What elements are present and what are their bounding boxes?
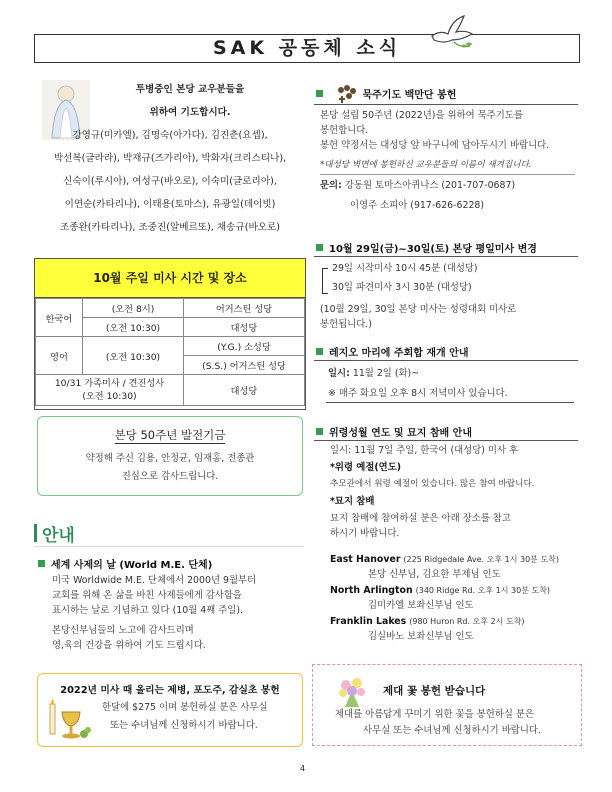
divider	[326, 402, 574, 403]
mass-place: 어거스틴 성당	[184, 299, 305, 318]
cemetery-site	[330, 552, 559, 568]
prayer-names: 조종완(카타리나), 조중진(알베르또), 채송규(바오로)	[59, 222, 280, 233]
rosary-contact	[320, 178, 515, 194]
prayer-names: 이연순(카타리나), 이태용(토마스), 유광일(데이빗)	[64, 199, 276, 210]
altar-flower-box	[312, 664, 582, 746]
bullet-icon	[316, 348, 323, 355]
memorial-text: 추모관에서 위령 예절이 있습니다. 많은 참여 바랍니다.	[330, 479, 535, 489]
site-leader: 본당 신부님, 김요한 부제님 인도	[368, 569, 501, 580]
flower-title: 제대 꽃 봉헌 받습니다	[383, 685, 486, 697]
worldme-text: 본당신부님들의 노고에 감사드리며	[52, 625, 194, 636]
offering-text: 한달에 $275 이며 봉헌하실 분은 사무실	[102, 702, 268, 713]
flower-text: 제대를 아름답게 꾸미기 위한 꽃을 봉헌하실 분은	[335, 709, 535, 720]
prayer-title: 투병중인 본당 교우분들을	[135, 84, 245, 95]
mass-place: (Y.G.) 소성당	[184, 337, 305, 356]
dove-icon	[426, 10, 476, 54]
divider	[314, 256, 578, 257]
rosary-note: *대성당 벽면에 봉헌하신 교우분들의 이름이 새겨집니다.	[320, 160, 532, 170]
weekday-text: 29일 시작미사 10시 45분 (대성당)	[332, 263, 478, 274]
fund-box	[37, 416, 303, 496]
bullet-icon	[316, 244, 323, 251]
prayer-names: 박선복(글라라), 박재규(즈가리아), 박화자(크리스티나),	[53, 153, 287, 164]
site-name: Franklin Lakes	[330, 616, 407, 627]
worldme-text: 미국 Worldwide M.E. 단체에서 2000년 9월부터	[52, 575, 257, 586]
prayer-names: 신숙이(루시아), 여성구(바오로), 이숙미(글로리아),	[63, 176, 277, 187]
contact-label: 문의:	[320, 180, 342, 191]
family-mass-time: (오전 10:30)	[82, 391, 137, 402]
mass-schedule-title: 10월 주일 미사 시간 및 장소	[35, 259, 305, 298]
family-mass	[36, 375, 184, 406]
fund-text: 진심으로 감사드립니다.	[121, 471, 219, 482]
prayer-title: 위하여 기도합시다.	[149, 107, 231, 118]
mass-place: 대성당	[184, 375, 305, 406]
mass-time: (오전 10:30)	[83, 337, 184, 375]
mass-place: 대성당	[184, 318, 305, 337]
page-title: SAK 공동체 소식	[34, 34, 580, 63]
flower-icon	[335, 673, 369, 709]
worldme-text: 영,육의 건강을 위하여 기도 드립시다.	[52, 640, 206, 651]
page-number: 4	[300, 764, 306, 773]
prayer-names: 강영규(미카엘), 김명숙(아가다), 김진춘(요셉),	[72, 130, 268, 141]
site-leader: 김실바노 보좌신부님 인도	[368, 631, 474, 642]
site-detail: (980 Huron Rd. 오후 2시 도착)	[409, 617, 525, 626]
worldme-text: 표시하는 날로 기념하고 있다 (10월 4째 주일).	[52, 605, 243, 616]
legio-date	[328, 366, 419, 382]
bullet-icon	[316, 428, 323, 435]
section-divider	[34, 546, 304, 547]
section-bar	[34, 524, 37, 542]
cemetery-site	[330, 614, 525, 630]
memorial-sub: *묘지 참배	[330, 496, 375, 507]
chalice-icon	[46, 698, 92, 742]
divider	[314, 104, 578, 105]
weekday-text: 봉헌됩니다.)	[320, 319, 372, 330]
offering-box	[37, 673, 303, 747]
rosary-icon	[336, 84, 358, 104]
weekday-text: 30일 파견미사 3시 30분 (대성당)	[332, 282, 472, 293]
rosary-heading: 묵주기도 백만단 봉헌	[316, 84, 456, 104]
weekday-heading: 10월 29일(금)~30일(토) 본당 평일미사 변경	[316, 240, 537, 255]
flower-text: 사무실 또는 수녀님께 신청하시기 바랍니다.	[363, 725, 541, 736]
memorial-text: 묘지 참배에 참여하실 분은 아래 장소를 참고	[330, 513, 511, 524]
lang-english: 영어	[36, 337, 83, 375]
lang-korean: 한국어	[36, 299, 83, 337]
family-mass-label: 10/31 가족미사 / 견진성사	[54, 378, 165, 389]
offering-text: 또는 수녀님께 신청하시기 바랍니다.	[110, 720, 258, 731]
site-detail: (225 Ridgedale Ave. 오후 1시 30분 도착)	[403, 555, 560, 564]
bracket	[322, 268, 328, 294]
memorial-date: 일시: 11월 7일 주일, 한국어 (대성당) 미사 후	[330, 445, 519, 456]
site-name: East Hanover	[330, 554, 401, 565]
mass-schedule-table	[34, 258, 306, 410]
site-leader: 김미카엘 보좌신부님 인도	[368, 600, 474, 611]
date-label: 일시:	[328, 368, 350, 379]
memorial-sub: *위령 예절(연도)	[330, 462, 402, 473]
legio-heading: 레지오 마리에 주회합 재개 안내	[316, 344, 469, 359]
memorial-text: 하시기 바랍니다.	[330, 528, 400, 539]
mass-time: (오전 10:30)	[83, 318, 184, 337]
weekday-text: (10월 29일, 30일 본당 미사는 성령대회 미사로	[320, 304, 517, 315]
cemetery-site	[330, 583, 550, 599]
divider	[314, 440, 578, 441]
site-name: North Arlington	[330, 585, 413, 596]
rosary-text: 봉헌합니다.	[320, 125, 369, 136]
memorial-heading: 위령성월 연도 및 묘지 참배 안내	[316, 424, 472, 439]
divider	[320, 174, 575, 175]
rosary-contact: 이영주 소피아 (917-626-6228)	[350, 200, 485, 211]
fund-title: 본당 50주년 발전기금	[114, 428, 226, 442]
rosary-text: 봉헌 약정서는 대성당 앞 바구니에 담아두시기 바랍니다.	[320, 140, 550, 151]
worldme-heading: 세계 사제의 날 (World M.E. 단체)	[38, 556, 212, 571]
rosary-text: 본당 설립 50주년 (2022년)을 위하여 묵주기도를	[320, 110, 523, 121]
mass-time: (오전 8시)	[83, 299, 184, 318]
offering-title: 2022년 미사 때 올리는 제병, 포도주, 감실초 봉헌	[60, 685, 280, 696]
announcement-heading: 안내	[42, 526, 75, 546]
prayer-list	[36, 78, 304, 239]
date-value: 11월 2일 (화)~	[352, 368, 420, 379]
fund-text: 약정해 주신 김용, 안정균, 임재홍, 전종관	[85, 453, 255, 464]
divider	[314, 360, 578, 361]
mass-place: (S.S.) 어거스틴 성당	[184, 356, 305, 375]
site-detail: (340 Ridge Rd. 오후 1시 30분 도착)	[415, 586, 551, 595]
worldme-text: 교회를 위해 온 삶을 바친 사제들에게 감사함을	[52, 590, 242, 601]
bullet-icon	[316, 90, 323, 97]
bullet-icon	[38, 560, 45, 567]
contact-1: 강동원 토마스아퀴나스 (201-707-0687)	[344, 180, 516, 191]
legio-note: ※ 매주 화요일 오후 8시 저녁미사 있습니다.	[328, 388, 508, 399]
